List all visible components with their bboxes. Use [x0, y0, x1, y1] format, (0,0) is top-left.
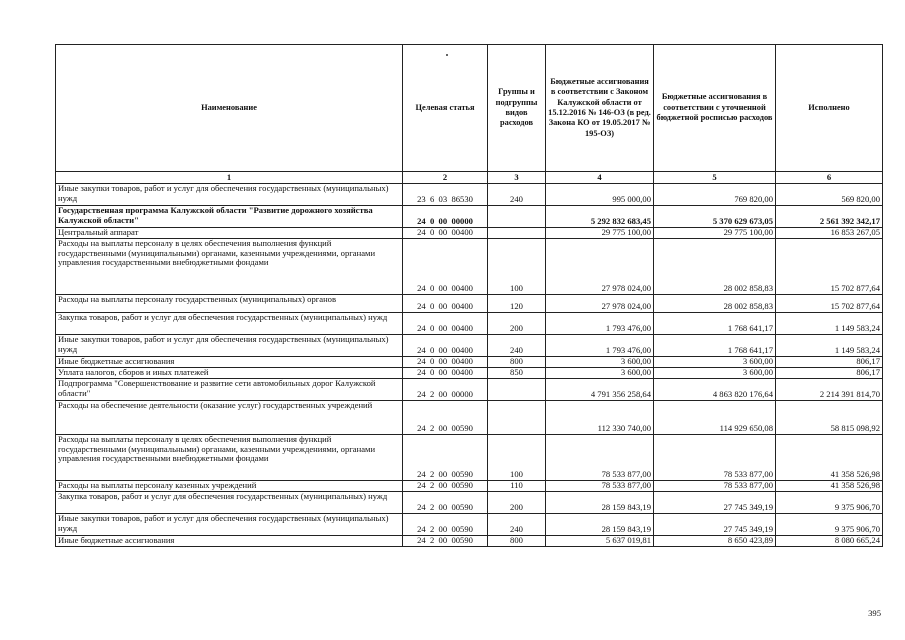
row-law-amount: 5 292 832 683,45 — [546, 206, 654, 228]
row-law-amount: 3 600,00 — [546, 357, 654, 368]
row-executed-amount: 41 358 526,98 — [776, 435, 883, 481]
row-executed-amount: 58 815 098,92 — [776, 401, 883, 435]
row-law-amount: 28 159 843,19 — [546, 492, 654, 514]
row-refined-amount: 78 533 877,00 — [654, 481, 776, 492]
table-row — [56, 206, 883, 228]
row-name: Иные бюджетные ассигнования — [56, 357, 403, 368]
row-name: Центральный аппарат — [56, 228, 403, 239]
row-law-amount: 27 978 024,00 — [546, 239, 654, 295]
column-number: 1 — [56, 172, 403, 184]
table-row — [56, 368, 883, 379]
column-number: 2 — [403, 172, 488, 184]
table-row — [56, 357, 883, 368]
row-target-code: 24 2 00 00590 — [403, 492, 488, 514]
row-group-code: 200 — [488, 313, 546, 335]
row-target-code: 24 2 00 00590 — [403, 536, 488, 547]
header-law: Бюджетные ассигнования в соответствии с Законом Калужской области от 15.12.2016 № 146-ОЗ (в ред. Закона КО от 19.05.2017 № 195-ОЗ) — [546, 45, 654, 172]
row-refined-amount: 3 600,00 — [654, 368, 776, 379]
row-executed-amount: 2 214 391 814,70 — [776, 379, 883, 401]
row-name: Расходы на выплаты персоналу в целях обеспечения выполнения функций государственными (муниципальными) органами, казенными учреждениями, органами управления государственными внебюджетными фондами — [56, 239, 403, 295]
row-name: Государственная программа Калужской области "Развитие дорожного хозяйства Калужской области" — [56, 206, 403, 228]
row-refined-amount: 28 002 858,83 — [654, 295, 776, 313]
row-name: Иные закупки товаров, работ и услуг для обеспечения государственных (муниципальных) нужд — [56, 184, 403, 206]
header-refined: Бюджетные ассигнования в соответствии с уточненной бюджетной росписью расходов — [654, 45, 776, 172]
row-law-amount: 995 000,00 — [546, 184, 654, 206]
row-name: Подпрограмма "Совершенствование и развитие сети автомобильных дорог Калужской области" — [56, 379, 403, 401]
row-target-code: 24 2 00 00590 — [403, 514, 488, 536]
row-name: Расходы на выплаты персоналу государственных (муниципальных) органов — [56, 295, 403, 313]
row-executed-amount: 9 375 906,70 — [776, 514, 883, 536]
table-row — [56, 401, 883, 435]
row-target-code: 24 0 00 00400 — [403, 295, 488, 313]
budget-report — [55, 44, 882, 547]
row-law-amount: 1 793 476,00 — [546, 313, 654, 335]
row-target-code: 24 0 00 00400 — [403, 313, 488, 335]
row-group-code: 800 — [488, 536, 546, 547]
row-refined-amount: 8 650 423,89 — [654, 536, 776, 547]
row-refined-amount: 78 533 877,00 — [654, 435, 776, 481]
column-number: 6 — [776, 172, 883, 184]
row-executed-amount: 2 561 392 342,17 — [776, 206, 883, 228]
row-executed-amount: 16 853 267,05 — [776, 228, 883, 239]
row-executed-amount: 9 375 906,70 — [776, 492, 883, 514]
row-refined-amount: 27 745 349,19 — [654, 514, 776, 536]
table-body — [56, 184, 883, 547]
table-row — [56, 435, 883, 481]
row-group-code — [488, 379, 546, 401]
column-number: 4 — [546, 172, 654, 184]
header-target: Целевая статья — [403, 45, 488, 172]
row-executed-amount: 569 820,00 — [776, 184, 883, 206]
row-name: Закупка товаров, работ и услуг для обеспечения государственных (муниципальных) нужд — [56, 492, 403, 514]
row-target-code: 23 6 03 86530 — [403, 184, 488, 206]
row-target-code: 24 2 00 00590 — [403, 481, 488, 492]
column-number: 3 — [488, 172, 546, 184]
table-row — [56, 295, 883, 313]
row-law-amount: 1 793 476,00 — [546, 335, 654, 357]
row-executed-amount: 806,17 — [776, 357, 883, 368]
table-row — [56, 536, 883, 547]
header-name: Наименование — [56, 45, 403, 172]
row-group-code: 100 — [488, 435, 546, 481]
row-name: Иные бюджетные ассигнования — [56, 536, 403, 547]
budget-table — [55, 44, 883, 547]
row-law-amount: 78 533 877,00 — [546, 435, 654, 481]
row-law-amount: 78 533 877,00 — [546, 481, 654, 492]
row-executed-amount: 1 149 583,24 — [776, 313, 883, 335]
row-executed-amount: 41 358 526,98 — [776, 481, 883, 492]
header-executed: Исполнено — [776, 45, 883, 172]
page-number: 395 — [868, 608, 881, 618]
table-row — [56, 379, 883, 401]
table-header-row — [56, 45, 883, 172]
row-executed-amount: 1 149 583,24 — [776, 335, 883, 357]
row-target-code: 24 2 00 00590 — [403, 401, 488, 435]
row-refined-amount: 5 370 629 673,05 — [654, 206, 776, 228]
row-law-amount: 28 159 843,19 — [546, 514, 654, 536]
row-name: Расходы на выплаты персоналу в целях обеспечения выполнения функций государственными (муниципальными) органами, казенными учреждениями, органами управления государственными внебюджетными фондами — [56, 435, 403, 481]
row-refined-amount: 29 775 100,00 — [654, 228, 776, 239]
row-refined-amount: 28 002 858,83 — [654, 239, 776, 295]
row-executed-amount: 15 702 877,64 — [776, 239, 883, 295]
row-target-code: 24 0 00 00400 — [403, 357, 488, 368]
table-row — [56, 228, 883, 239]
table-row — [56, 239, 883, 295]
row-name: Расходы на выплаты персоналу казенных учреждений — [56, 481, 403, 492]
row-executed-amount: 806,17 — [776, 368, 883, 379]
row-refined-amount: 114 929 650,08 — [654, 401, 776, 435]
row-group-code: 110 — [488, 481, 546, 492]
row-refined-amount: 3 600,00 — [654, 357, 776, 368]
row-law-amount: 3 600,00 — [546, 368, 654, 379]
row-law-amount: 27 978 024,00 — [546, 295, 654, 313]
row-target-code: 24 0 00 00000 — [403, 206, 488, 228]
row-name: Закупка товаров, работ и услуг для обеспечения государственных (муниципальных) нужд — [56, 313, 403, 335]
table-row — [56, 313, 883, 335]
row-refined-amount: 1 768 641,17 — [654, 335, 776, 357]
row-target-code: 24 2 00 00590 — [403, 435, 488, 481]
row-group-code: 120 — [488, 295, 546, 313]
header-group: Группы и подгруппы видов расходов — [488, 45, 546, 172]
row-law-amount: 4 791 356 258,64 — [546, 379, 654, 401]
row-executed-amount: 15 702 877,64 — [776, 295, 883, 313]
row-group-code — [488, 401, 546, 435]
row-law-amount: 5 637 019,81 — [546, 536, 654, 547]
row-refined-amount: 4 863 820 176,64 — [654, 379, 776, 401]
row-target-code: 24 0 00 00400 — [403, 335, 488, 357]
row-target-code: 24 0 00 00400 — [403, 239, 488, 295]
row-group-code: 240 — [488, 184, 546, 206]
row-group-code: 240 — [488, 514, 546, 536]
row-refined-amount: 27 745 349,19 — [654, 492, 776, 514]
table-row — [56, 481, 883, 492]
row-target-code: 24 0 00 00400 — [403, 368, 488, 379]
row-refined-amount: 1 768 641,17 — [654, 313, 776, 335]
table-row — [56, 335, 883, 357]
row-executed-amount: 8 080 665,24 — [776, 536, 883, 547]
row-law-amount: 29 775 100,00 — [546, 228, 654, 239]
row-target-code: 24 0 00 00400 — [403, 228, 488, 239]
row-group-code: 240 — [488, 335, 546, 357]
table-row — [56, 514, 883, 536]
row-group-code: 100 — [488, 239, 546, 295]
row-refined-amount: 769 820,00 — [654, 184, 776, 206]
column-number-row — [56, 172, 883, 184]
row-name: Расходы на обеспечение деятельности (оказание услуг) государственных учреждений — [56, 401, 403, 435]
row-group-code — [488, 228, 546, 239]
row-name: Иные закупки товаров, работ и услуг для обеспечения государственных (муниципальных) нужд — [56, 514, 403, 536]
row-name: Иные закупки товаров, работ и услуг для обеспечения государственных (муниципальных) нужд — [56, 335, 403, 357]
table-row — [56, 184, 883, 206]
row-group-code: 200 — [488, 492, 546, 514]
row-group-code — [488, 206, 546, 228]
column-number: 5 — [654, 172, 776, 184]
table-row — [56, 492, 883, 514]
row-name: Уплата налогов, сборов и иных платежей — [56, 368, 403, 379]
row-law-amount: 112 330 740,00 — [546, 401, 654, 435]
row-group-code: 800 — [488, 357, 546, 368]
row-group-code: 850 — [488, 368, 546, 379]
row-target-code: 24 2 00 00000 — [403, 379, 488, 401]
